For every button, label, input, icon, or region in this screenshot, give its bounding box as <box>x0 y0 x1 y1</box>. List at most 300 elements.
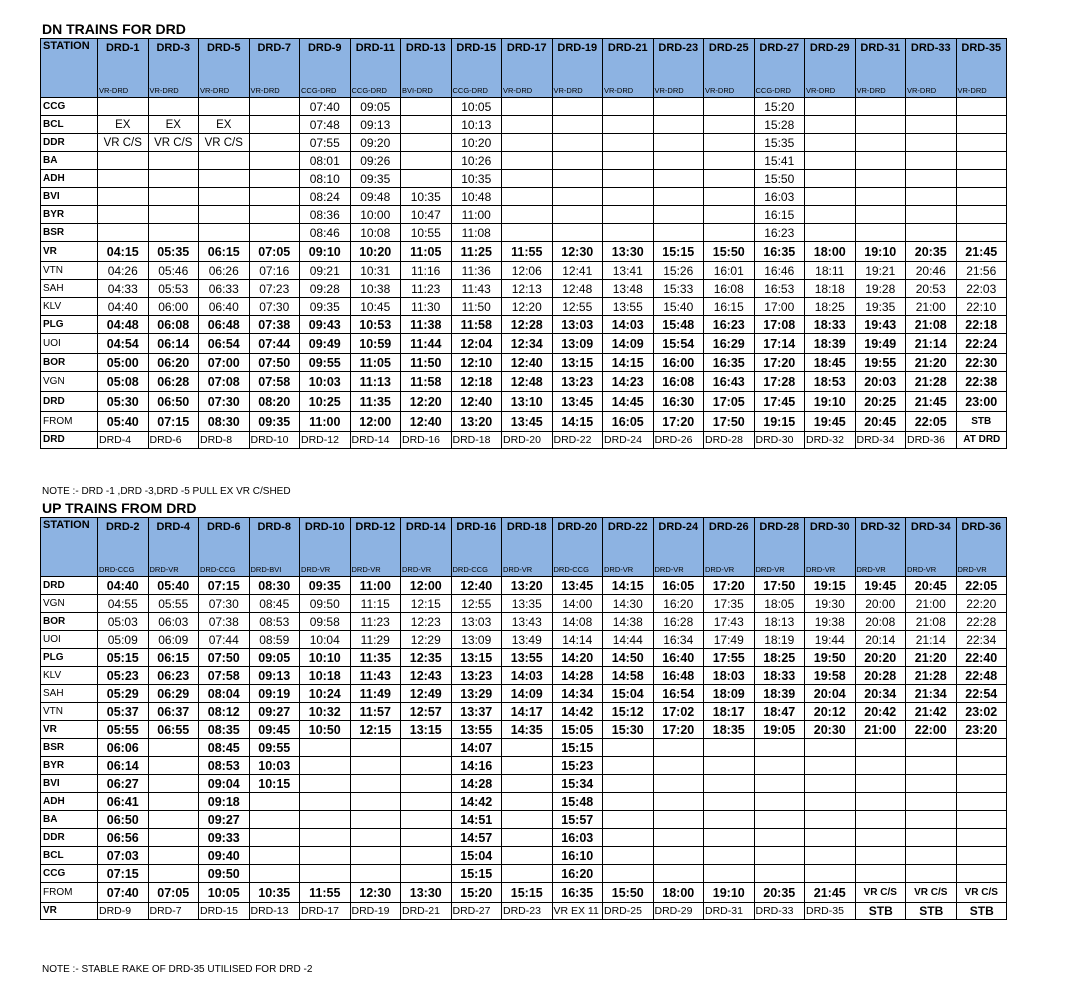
table-row <box>41 392 1007 412</box>
time-cell <box>653 775 704 793</box>
time-cell <box>300 775 351 793</box>
time-cell <box>148 152 199 170</box>
train-number: DRD-2 <box>105 521 140 533</box>
train-header <box>603 518 654 577</box>
time-cell <box>956 865 1007 883</box>
time-cell <box>805 847 856 865</box>
time-cell: 11:43 <box>451 280 502 298</box>
time-cell <box>199 152 250 170</box>
linked-train: DRD-21 <box>401 903 452 920</box>
time-cell: 06:56 <box>98 829 149 847</box>
time-cell: 06:23 <box>148 667 199 685</box>
time-cell: 15:15 <box>552 739 603 757</box>
time-cell: 12:55 <box>552 298 603 316</box>
time-cell: 13:03 <box>552 316 603 334</box>
linked-train: STB <box>956 903 1007 920</box>
time-cell: 05:37 <box>98 703 149 721</box>
time-cell <box>704 757 755 775</box>
time-cell: 12:20 <box>401 392 452 412</box>
time-cell: 08:36 <box>300 206 351 224</box>
time-cell: 22:03 <box>956 280 1007 298</box>
train-number: DRD-26 <box>708 521 749 533</box>
time-cell: 21:28 <box>906 372 957 392</box>
time-cell: 12:40 <box>451 577 502 595</box>
time-cell: 13:37 <box>451 703 502 721</box>
linked-train: STB <box>855 903 906 920</box>
time-cell: 22:05 <box>956 577 1007 595</box>
time-cell: 09:45 <box>249 721 300 739</box>
time-cell: 11:35 <box>350 649 401 667</box>
time-cell: 15:40 <box>653 298 704 316</box>
time-cell: 09:27 <box>249 703 300 721</box>
time-cell: 05:53 <box>148 280 199 298</box>
time-cell: 18:09 <box>704 685 755 703</box>
time-cell <box>502 152 553 170</box>
time-cell: 08:30 <box>249 577 300 595</box>
time-cell: 15:05 <box>552 721 603 739</box>
time-cell <box>199 224 250 242</box>
time-cell: 06:14 <box>148 334 199 354</box>
time-cell <box>704 188 755 206</box>
time-cell <box>98 188 149 206</box>
linked-train: DRD-20 <box>502 432 553 449</box>
from-time: 12:30 <box>350 883 401 903</box>
time-cell: 14:50 <box>603 649 654 667</box>
train-header <box>401 39 452 98</box>
time-cell: 12:43 <box>401 667 452 685</box>
time-cell <box>401 811 452 829</box>
time-cell: 13:09 <box>451 631 502 649</box>
time-cell: 14:15 <box>603 577 654 595</box>
train-number: DRD-12 <box>355 521 396 533</box>
train-header <box>98 39 149 98</box>
time-cell: 23:02 <box>956 703 1007 721</box>
station-code: BSR <box>41 739 98 757</box>
time-cell <box>603 739 654 757</box>
station-code: DDR <box>41 829 98 847</box>
time-cell <box>855 224 906 242</box>
time-cell: 19:55 <box>855 354 906 372</box>
time-cell <box>653 116 704 134</box>
time-cell: 14:42 <box>552 703 603 721</box>
time-cell: 13:03 <box>451 613 502 631</box>
time-cell <box>754 775 805 793</box>
time-cell <box>603 224 654 242</box>
time-cell: 08:12 <box>199 703 250 721</box>
time-cell <box>148 739 199 757</box>
train-number: DRD-17 <box>506 42 547 54</box>
time-cell <box>805 98 856 116</box>
time-cell: EX <box>148 116 199 134</box>
dn-link-row <box>41 432 1007 449</box>
time-cell <box>300 793 351 811</box>
time-cell: 12:34 <box>502 334 553 354</box>
time-cell: 12:35 <box>401 649 452 667</box>
station-code: BCL <box>41 847 98 865</box>
time-cell <box>603 847 654 865</box>
time-cell: 09:13 <box>249 667 300 685</box>
time-cell: 12:15 <box>401 595 452 613</box>
time-cell: 16:35 <box>704 354 755 372</box>
from-time: 17:20 <box>653 412 704 432</box>
time-cell <box>603 811 654 829</box>
time-cell: 11:55 <box>502 242 553 262</box>
time-cell: 10:47 <box>401 206 452 224</box>
time-cell <box>956 793 1007 811</box>
table-row <box>41 739 1007 757</box>
station-code: UOI <box>41 631 98 649</box>
time-cell: 16:15 <box>704 298 755 316</box>
train-route: DRD-VR <box>604 565 634 574</box>
time-cell: 11:58 <box>451 316 502 334</box>
time-cell: 15:15 <box>451 865 502 883</box>
up-header-row <box>41 518 1007 577</box>
table-row <box>41 134 1007 152</box>
time-cell: 10:26 <box>451 152 502 170</box>
time-cell: 18:35 <box>704 721 755 739</box>
time-cell <box>956 829 1007 847</box>
time-cell: 07:50 <box>249 354 300 372</box>
time-cell <box>855 847 906 865</box>
train-route: VR-DRD <box>654 86 684 95</box>
from-time: 22:05 <box>906 412 957 432</box>
time-cell: 10:53 <box>350 316 401 334</box>
time-cell <box>199 98 250 116</box>
from-time: 18:00 <box>653 883 704 903</box>
from-time: 19:15 <box>754 412 805 432</box>
time-cell: 16:40 <box>653 649 704 667</box>
train-header <box>855 39 906 98</box>
time-cell: 12:41 <box>552 262 603 280</box>
time-cell <box>704 847 755 865</box>
time-cell: 06:14 <box>98 757 149 775</box>
time-cell: 22:48 <box>956 667 1007 685</box>
train-header <box>956 39 1007 98</box>
train-number: DRD-20 <box>557 521 598 533</box>
time-cell <box>249 847 300 865</box>
time-cell <box>704 116 755 134</box>
time-cell <box>653 170 704 188</box>
time-cell <box>148 829 199 847</box>
time-cell <box>401 116 452 134</box>
time-cell <box>199 206 250 224</box>
time-cell: 09:55 <box>249 739 300 757</box>
from-time: 05:40 <box>98 412 149 432</box>
time-cell <box>502 224 553 242</box>
time-cell: 19:30 <box>805 595 856 613</box>
train-number: DRD-6 <box>206 521 241 533</box>
time-cell: 13:49 <box>502 631 553 649</box>
time-cell: 09:18 <box>199 793 250 811</box>
time-cell: 21:56 <box>956 262 1007 280</box>
train-route: VR-DRD <box>957 86 987 95</box>
time-cell: 16:53 <box>754 280 805 298</box>
time-cell <box>956 775 1007 793</box>
train-header <box>754 39 805 98</box>
station-code: BOR <box>41 354 98 372</box>
time-cell <box>603 757 654 775</box>
time-cell <box>148 224 199 242</box>
linked-train: DRD-36 <box>906 432 957 449</box>
train-number: DRD-28 <box>759 521 800 533</box>
time-cell: 12:28 <box>502 316 553 334</box>
time-cell <box>754 829 805 847</box>
station-code: BA <box>41 152 98 170</box>
time-cell: 14:17 <box>502 703 553 721</box>
time-cell: 17:14 <box>754 334 805 354</box>
time-cell: 17:20 <box>754 354 805 372</box>
from-time: 12:40 <box>401 412 452 432</box>
time-cell: 16:35 <box>754 242 805 262</box>
time-cell <box>653 206 704 224</box>
time-cell: 10:20 <box>350 242 401 262</box>
time-cell: 21:00 <box>855 721 906 739</box>
time-cell: 14:51 <box>451 811 502 829</box>
time-cell: 13:23 <box>451 667 502 685</box>
time-cell <box>502 116 553 134</box>
time-cell <box>603 98 654 116</box>
time-cell <box>552 188 603 206</box>
time-cell: 15:28 <box>754 116 805 134</box>
time-cell <box>906 829 957 847</box>
time-cell: 09:05 <box>350 98 401 116</box>
from-time: 20:45 <box>855 412 906 432</box>
time-cell <box>906 811 957 829</box>
time-cell: 18:00 <box>805 242 856 262</box>
time-cell: 07:30 <box>199 595 250 613</box>
time-cell: 11:43 <box>350 667 401 685</box>
train-header <box>653 518 704 577</box>
linked-train: VR EX 11 <box>552 903 603 920</box>
train-header <box>148 39 199 98</box>
time-cell <box>98 224 149 242</box>
time-cell <box>502 793 553 811</box>
train-header <box>704 39 755 98</box>
station-code: VGN <box>41 595 98 613</box>
time-cell: 11:13 <box>350 372 401 392</box>
time-cell: 13:15 <box>401 721 452 739</box>
time-cell: 16:05 <box>653 577 704 595</box>
time-cell: 07:15 <box>199 577 250 595</box>
time-cell: 10:08 <box>350 224 401 242</box>
time-cell: 14:28 <box>451 775 502 793</box>
time-cell: 07:55 <box>300 134 351 152</box>
time-cell <box>855 152 906 170</box>
time-cell: 04:48 <box>98 316 149 334</box>
time-cell <box>350 811 401 829</box>
linked-train: DRD-27 <box>451 903 502 920</box>
time-cell: 13:41 <box>603 262 654 280</box>
time-cell <box>855 206 906 224</box>
train-route: DRD-BVI <box>250 565 282 574</box>
table-row <box>41 262 1007 280</box>
train-header <box>249 518 300 577</box>
time-cell: 05:30 <box>98 392 149 412</box>
time-cell: 20:34 <box>855 685 906 703</box>
linked-train: DRD-4 <box>98 432 149 449</box>
station-code: DRD <box>41 392 98 412</box>
time-cell: 05:00 <box>98 354 149 372</box>
time-cell <box>653 134 704 152</box>
time-cell: 10:35 <box>401 188 452 206</box>
station-code: BYR <box>41 757 98 775</box>
time-cell: 06:06 <box>98 739 149 757</box>
time-cell: 06:20 <box>148 354 199 372</box>
time-cell: 13:35 <box>502 595 553 613</box>
time-cell: 10:13 <box>451 116 502 134</box>
up-section-title: UP TRAINS FROM DRD <box>42 500 197 516</box>
station-code: BYR <box>41 206 98 224</box>
time-cell: 11:15 <box>350 595 401 613</box>
time-cell: 22:34 <box>956 631 1007 649</box>
time-cell: 10:59 <box>350 334 401 354</box>
time-cell: 18:17 <box>704 703 755 721</box>
station-code: CCG <box>41 98 98 116</box>
station-code: VTN <box>41 703 98 721</box>
table-row <box>41 721 1007 739</box>
time-cell <box>502 206 553 224</box>
linked-train: DRD-6 <box>148 432 199 449</box>
time-cell: 13:45 <box>552 392 603 412</box>
station-code: VTN <box>41 262 98 280</box>
from-time: 21:45 <box>805 883 856 903</box>
time-cell: 12:00 <box>401 577 452 595</box>
time-cell: 18:39 <box>754 685 805 703</box>
station-code: UOI <box>41 334 98 354</box>
train-number: DRD-21 <box>607 42 648 54</box>
time-cell: 08:46 <box>300 224 351 242</box>
time-cell: 14:35 <box>502 721 553 739</box>
time-cell <box>502 847 553 865</box>
link-label: DRD <box>41 432 98 449</box>
time-cell <box>603 206 654 224</box>
time-cell: 23:00 <box>956 392 1007 412</box>
time-cell: 12:40 <box>502 354 553 372</box>
train-route: DRD-VR <box>957 565 987 574</box>
up-timetable <box>40 517 1007 920</box>
time-cell: 11:38 <box>401 316 452 334</box>
dn-header-row <box>41 39 1007 98</box>
from-time: 16:05 <box>603 412 654 432</box>
up-link-row <box>41 903 1007 920</box>
time-cell: 17:49 <box>704 631 755 649</box>
time-cell <box>401 793 452 811</box>
train-route: VR-DRD <box>604 86 634 95</box>
time-cell: 06:28 <box>148 372 199 392</box>
time-cell <box>552 170 603 188</box>
time-cell <box>401 757 452 775</box>
time-cell: 10:18 <box>300 667 351 685</box>
train-route: DRD-VR <box>149 565 179 574</box>
time-cell: 09:13 <box>350 116 401 134</box>
time-cell: 09:58 <box>300 613 351 631</box>
train-header <box>906 518 957 577</box>
time-cell: 13:20 <box>502 577 553 595</box>
time-cell: 04:40 <box>98 298 149 316</box>
time-cell: 19:44 <box>805 631 856 649</box>
from-time: 07:40 <box>98 883 149 903</box>
time-cell: 10:10 <box>300 649 351 667</box>
time-cell: 10:25 <box>300 392 351 412</box>
from-time: STB <box>956 412 1007 432</box>
time-cell: 05:55 <box>98 721 149 739</box>
time-cell: 09:26 <box>350 152 401 170</box>
table-row <box>41 170 1007 188</box>
up-note: NOTE :- STABLE RAKE OF DRD-35 UTILISED FOR DRD -2 <box>42 964 313 975</box>
time-cell: 18:25 <box>805 298 856 316</box>
time-cell: 05:15 <box>98 649 149 667</box>
time-cell <box>350 865 401 883</box>
time-cell <box>704 865 755 883</box>
time-cell <box>754 793 805 811</box>
from-time: 15:20 <box>451 883 502 903</box>
time-cell: 05:55 <box>148 595 199 613</box>
linked-train: AT DRD <box>956 432 1007 449</box>
time-cell: 05:03 <box>98 613 149 631</box>
train-header <box>704 518 755 577</box>
time-cell: 11:23 <box>350 613 401 631</box>
station-header: STATION <box>41 518 98 577</box>
time-cell <box>552 98 603 116</box>
time-cell <box>653 98 704 116</box>
time-cell: 16:03 <box>754 188 805 206</box>
time-cell <box>704 224 755 242</box>
time-cell: 11:05 <box>401 242 452 262</box>
time-cell <box>805 739 856 757</box>
time-cell: 06:29 <box>148 685 199 703</box>
time-cell <box>249 170 300 188</box>
train-route: DRD-VR <box>654 565 684 574</box>
linked-train: DRD-17 <box>300 903 351 920</box>
linked-train: DRD-25 <box>603 903 654 920</box>
time-cell <box>704 152 755 170</box>
time-cell: 06:41 <box>98 793 149 811</box>
linked-train: DRD-12 <box>300 432 351 449</box>
time-cell: 09:21 <box>300 262 351 280</box>
time-cell: 11:00 <box>451 206 502 224</box>
time-cell: 08:20 <box>249 392 300 412</box>
time-cell: 10:35 <box>451 170 502 188</box>
time-cell <box>249 152 300 170</box>
time-cell: 13:45 <box>552 577 603 595</box>
time-cell: 19:28 <box>855 280 906 298</box>
time-cell <box>552 224 603 242</box>
time-cell: 22:18 <box>956 316 1007 334</box>
table-row <box>41 631 1007 649</box>
time-cell: 19:10 <box>805 392 856 412</box>
time-cell: 06:33 <box>199 280 250 298</box>
train-header <box>98 518 149 577</box>
time-cell <box>855 116 906 134</box>
time-cell <box>350 739 401 757</box>
time-cell <box>401 739 452 757</box>
time-cell <box>350 775 401 793</box>
time-cell <box>603 116 654 134</box>
time-cell: VR C/S <box>148 134 199 152</box>
time-cell: 07:48 <box>300 116 351 134</box>
table-row <box>41 775 1007 793</box>
train-header <box>300 518 351 577</box>
time-cell: 18:33 <box>805 316 856 334</box>
time-cell: 09:05 <box>249 649 300 667</box>
from-time: 10:05 <box>199 883 250 903</box>
time-cell: 15:30 <box>603 721 654 739</box>
time-cell: 05:08 <box>98 372 149 392</box>
station-code: BSR <box>41 224 98 242</box>
time-cell: 06:37 <box>148 703 199 721</box>
time-cell: 16:08 <box>704 280 755 298</box>
train-header <box>300 39 351 98</box>
